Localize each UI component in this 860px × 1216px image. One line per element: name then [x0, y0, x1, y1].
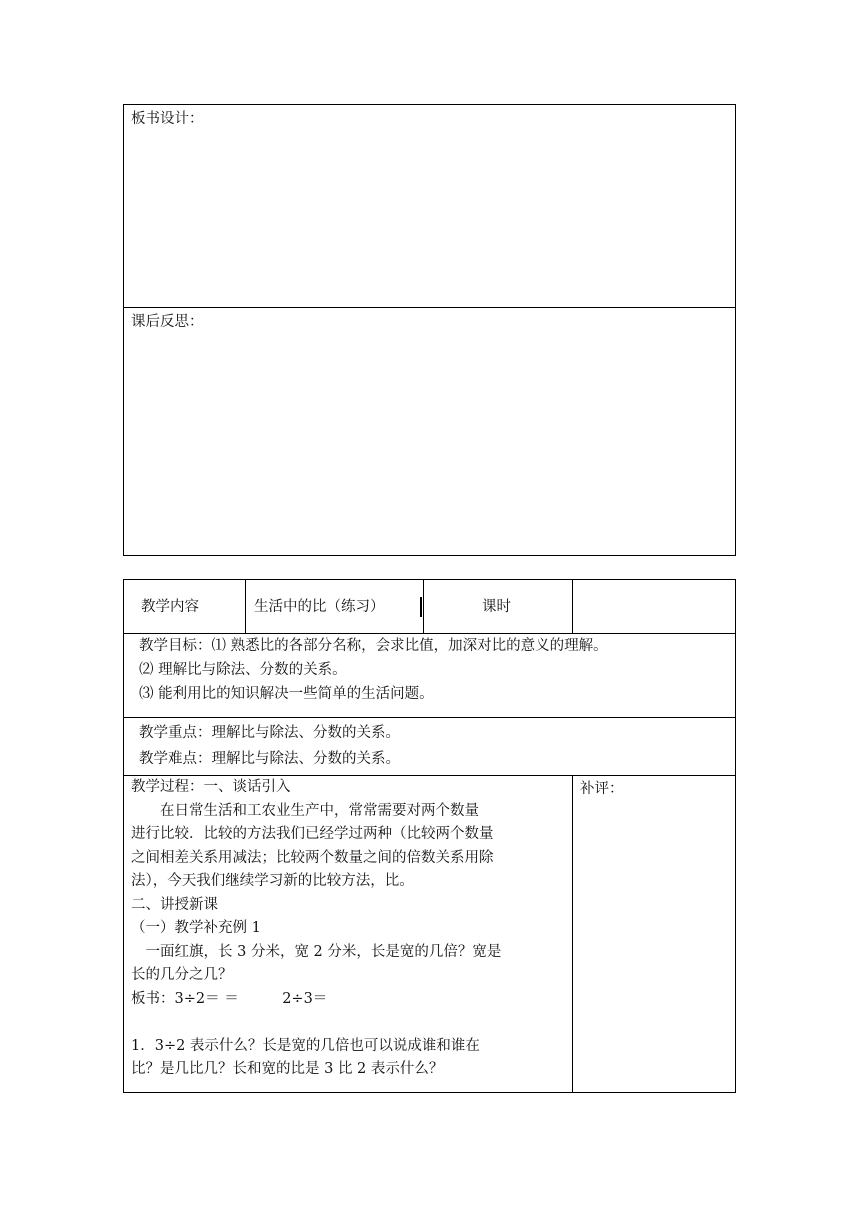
process-line: 法），今天我们继续学习新的比较方法，比。: [131, 873, 414, 889]
header-row-divider: [123, 633, 736, 634]
comments-label: 补评：: [580, 781, 624, 797]
process-line: 长的几分之几？: [131, 967, 233, 983]
period-label: 课时: [482, 599, 511, 615]
objective-line-1: 教学目标：⑴ 熟悉比的各部分名称，会求比值，加深对比的意义的理解。: [139, 638, 608, 654]
process-line: （一）教学补充例 1: [131, 920, 261, 936]
process-line: 二、讲授新课: [131, 896, 218, 913]
process-line: 比？是几比几？长和宽的比是 3 比 2 表示什么？: [131, 1061, 444, 1077]
content-value: 生活中的比（练习）: [254, 599, 385, 615]
difficulty: 教学难点：理解比与除法、分数的关系。: [139, 751, 400, 767]
board-design-box: [123, 104, 736, 308]
objectives-divider: [123, 717, 736, 718]
header-col-divider-2: [423, 579, 424, 633]
process-line: 进行比较．比较的方法我们已经学过两种（比较两个数量: [131, 826, 494, 842]
objective-line-2: ⑵ 理解比与除法、分数的关系。: [139, 662, 347, 678]
process-line: 板书：3÷2＝ ＝ 2÷3＝: [131, 990, 328, 1007]
process-section: [131, 776, 569, 1082]
process-line: [131, 1011, 569, 1035]
objective-line-3: ⑶ 能利用比的知识解决一些简单的生活问题。: [139, 686, 434, 702]
header-col-divider-1: [245, 579, 246, 633]
header-col-divider-3: [572, 579, 573, 633]
text-cursor-mark: [420, 597, 422, 617]
key-point: 教学重点：理解比与除法、分数的关系。: [139, 725, 400, 741]
reflection-box: [123, 307, 736, 556]
process-col-divider: [572, 775, 573, 1093]
process-line: 之间相差关系用减法；比较两个数量之间的倍数关系用除: [131, 849, 494, 866]
content-label: 教学内容: [141, 599, 199, 615]
process-line: 1．3÷2 表示什么？长是宽的几倍也可以说成谁和谁在: [131, 1037, 480, 1054]
board-design-label: 板书设计：: [131, 111, 204, 127]
process-line: 教学过程：一、谈话引入: [131, 779, 291, 795]
process-line: 一面红旗，长 3 分米，宽 2 分米，长是宽的几倍？宽是: [131, 943, 502, 960]
process-line: 在日常生活和工农业生产中，常常需要对两个数量: [131, 802, 479, 819]
reflection-label: 课后反思：: [131, 314, 204, 330]
